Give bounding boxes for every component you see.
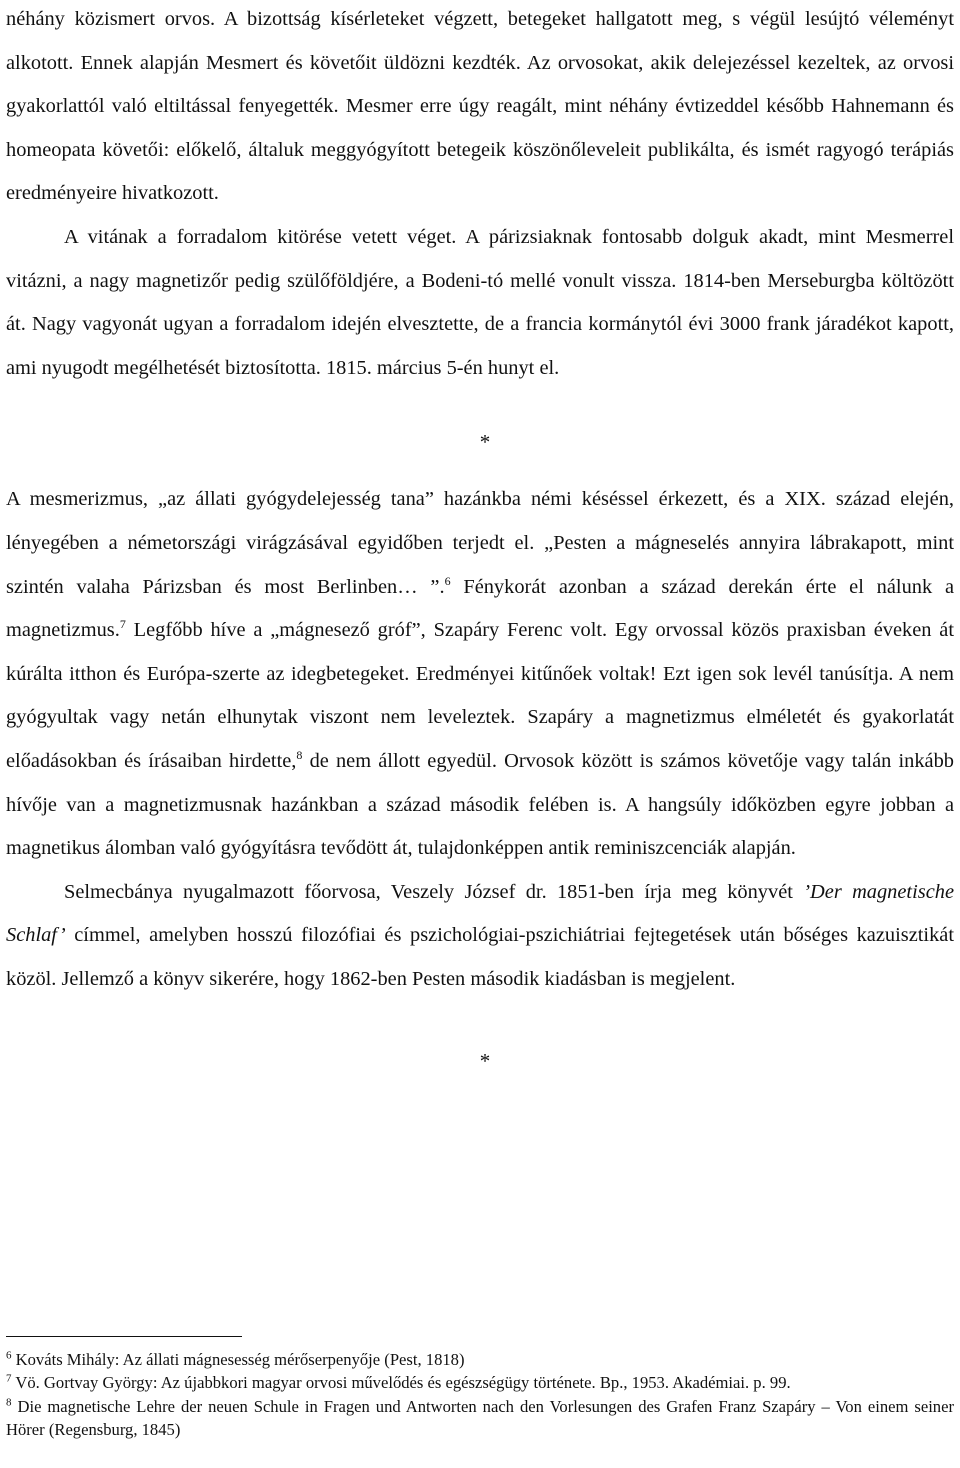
paragraph-mesmerism-hungary: A mesmerizmus, „az állati gyógydelejesség tana” hazánkba némi késéssel érkezett, és a XIX. század elején, lényegében a németországi virágzásával egyidőben terjedt el. „Pesten a mágneselés annyira lábrakapott, mint szintén valaha Párizsban és most Berlinben… ”.$^6$ Fénykorát azonban a század derekán érte el nálunk a magnetizmus.$^7$ Legfőbb híve a „mágnesező gróf”, Szapáry Ferenc volt. Egy orvossal közös praxisban éveken át kúrálta itthon és Európa-szerte az idegbetegeket. Eredményei kitűnőek voltak! Ezt igen sok levél tanúsítja. A nem gyógyultak vagy netán elhunytak viszont nem leveleztek. Szapáry a magnetizmus elméletét és gyakorlatát előadásokban és írásaiban hirdette,$^8$ de nem állott egyedül. Orvosok között is számos követője vagy talán inkább hívője van a magnetizmusnak hazánkban a század második felében is. A hangsúly időközben egyre jobban a magnetikus álomban való gyógyításra tevődött át, tulajdonképpen antik reminiszcenciák alapján. bbox=[6, 488, 954, 860]
paragraph-veszely: Selmecbánya nyugalmazott főorvosa, Veszely József dr. 1851-ben írja meg könyvét ’Der magnetische Schlaf’ címmel, amelyben hosszú filozófiai és pszichológiai-pszichiátriai fejtegetések után bőséges kazuisztikát közöl. Jellemző a könyv sikerére, hogy 1862-ben Pesten második kiadásban is megjelent. bbox=[6, 880, 954, 990]
book-title: ’Der magnetische Schlaf’ bbox=[6, 880, 954, 947]
section-separator-bottom: * bbox=[479, 1049, 491, 1074]
paragraph-mesmer-controversy: néhány közismert orvos. A bizottság kísérleteket végzett, betegeket hallgatott meg, s végül lesújtó véleményt alkotott. Ennek alapján Mesmert és követőit üldözni kezdték. Az orvosokat, akik delejezéssel kezeltek, az orvosi gyakorlattól való eltiltással fenyegették. Mesmer erre úgy reagált, mint néhány évtizeddel később Hahnemann és homeopata követői: előkelő, általuk meggyógyított betegeik köszönőleveleit publikálta, és ismét ragyogó terápiás eredményeire hivatkozott. bbox=[6, 8, 954, 205]
section-separator: * bbox=[479, 430, 491, 455]
footnotes bbox=[6, 1348, 954, 1441]
footnote-6: $^6$ Kováts Mihály: Az állati mágnesesség mérőserpenyője (Pest, 1818) bbox=[6, 1349, 465, 1369]
footnote-ref-6[interactable]: 6 bbox=[444, 573, 451, 588]
document-body bbox=[6, 0, 954, 1081]
footnote-ref-8[interactable]: 8 bbox=[296, 748, 303, 763]
paragraph-revolution: A vitának a forradalom kitörése vetett véget. A párizsiaknak fontosabb dolguk akadt, mint Mesmerrel vitázni, a nagy magnetizőr pedig szülőföldjére, a Bodeni-tó mellé vonult vissza. 1814-ben Merseburgba költözött át. Nagy vagyonát ugyan a forradalom idején elvesztette, de a francia kormánytól évi 3000 frank járadékot kapott, ami nyugodt megélhetését biztosította. 1815. március 5-én hunyt el. bbox=[6, 225, 954, 379]
footnote-ref-7[interactable]: 7 bbox=[119, 617, 126, 632]
footnote-8: $^8$ Die magnetische Lehre der neuen Schule in Fragen und Antworten nach den Vorlesungen des Grafen Franz Szapáry – Von einem seiner Hörer (Regensburg, 1845) bbox=[6, 1396, 954, 1439]
footnote-7: $^7$ Vö. Gortvay György: Az újabbkori magyar orvosi művelődés és egészségügy története. Bp., 1953. Akadémiai. p. 99. bbox=[6, 1372, 791, 1393]
footnote-divider bbox=[6, 1336, 242, 1337]
